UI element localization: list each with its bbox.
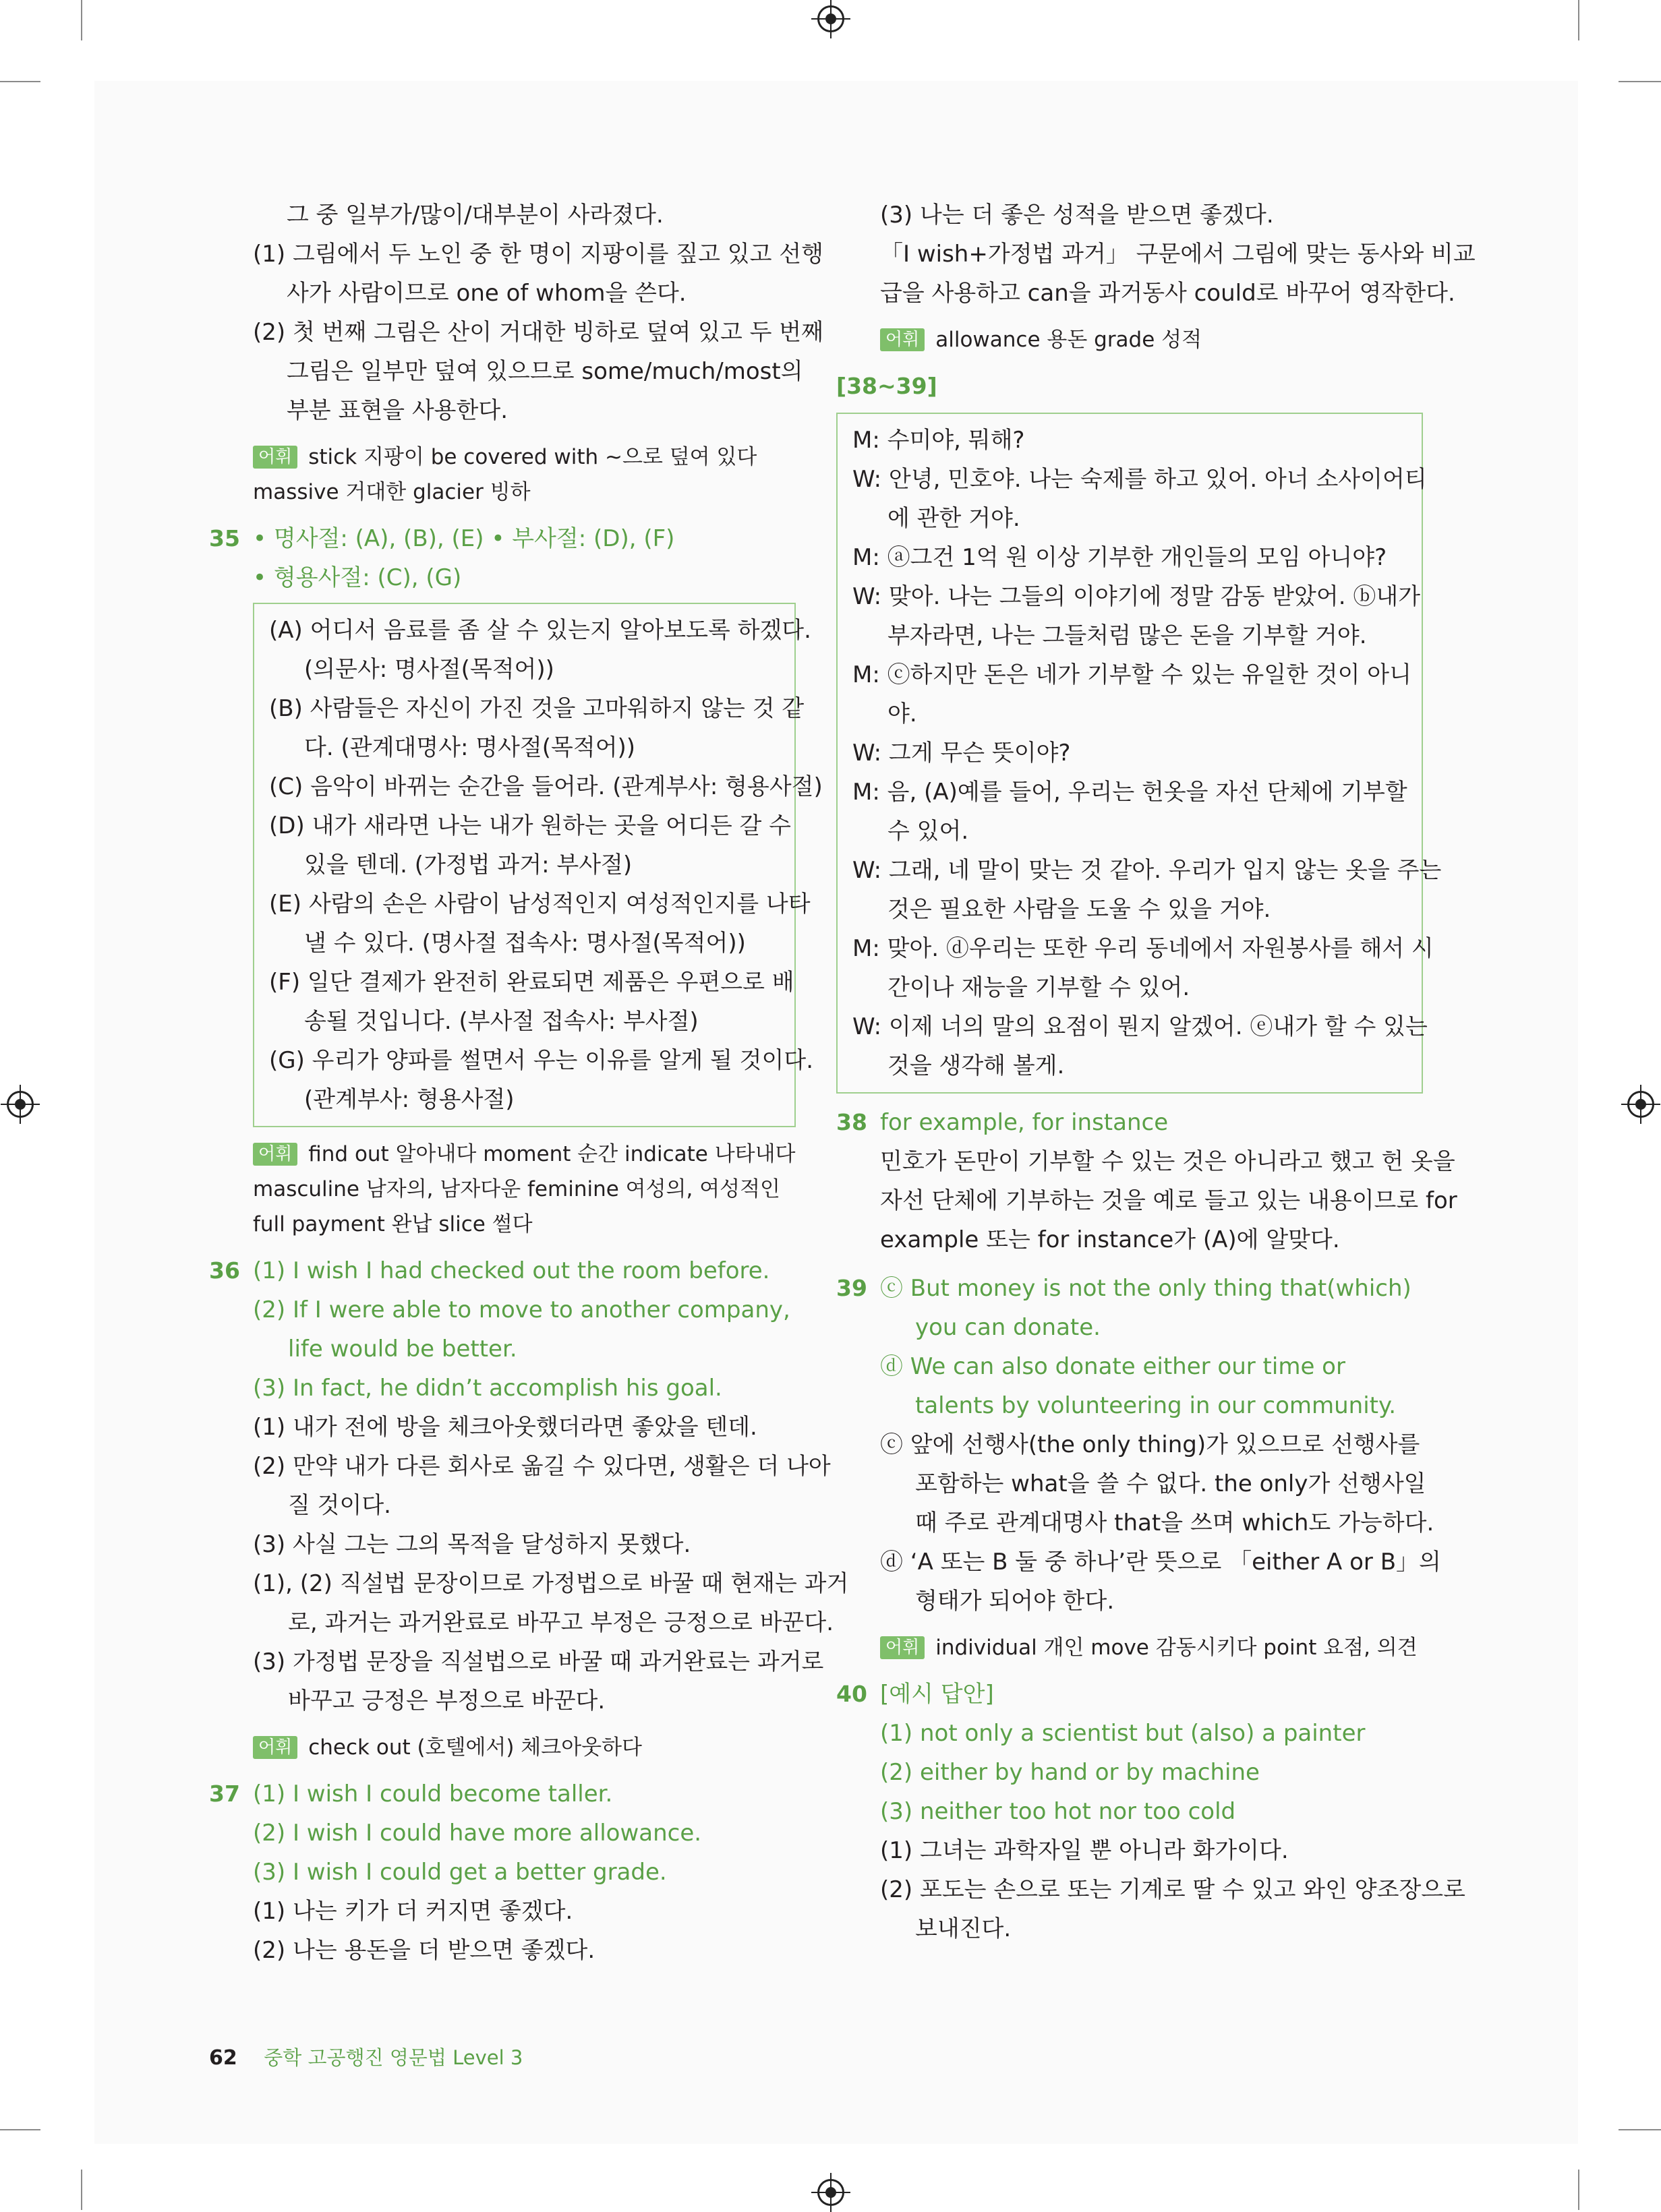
expl-line: ⓒ 앞에 선행사(the only thing)가 있으므로 선행사를 bbox=[880, 1431, 1420, 1458]
question-number: 37 bbox=[209, 1781, 240, 1807]
text-line: 급을 사용하고 can을 과거동사 could로 바꾸어 영작한다. bbox=[880, 280, 1455, 307]
dialog-line: 에 관한 거야. bbox=[887, 505, 1020, 532]
expl-line: 보내진다. bbox=[915, 1915, 1012, 1942]
question-number: 36 bbox=[209, 1257, 240, 1284]
crop-mark bbox=[81, 2170, 82, 2210]
dialog-line: W: 이제 너의 말의 요점이 뭔지 알겠어. ⓔ내가 할 수 있는 bbox=[852, 1013, 1428, 1040]
text-line: 「I wish+가정법 과거」 구문에서 그림에 맞는 동사와 비교 bbox=[880, 241, 1476, 268]
translation-box bbox=[253, 603, 823, 1127]
question-number: 40 bbox=[836, 1681, 867, 1707]
answer-line: (2) I wish I could have more allowance. bbox=[253, 1820, 702, 1847]
vocab-line: find out 알아내다 moment 순간 indicate 나타내다 bbox=[308, 1142, 796, 1166]
expl-line: 포함하는 what을 쓸 수 없다. the only가 선행사일 bbox=[915, 1470, 1426, 1497]
text-line: (2) 첫 번째 그림은 산이 거대한 빙하로 덮여 있고 두 번째 bbox=[253, 319, 823, 346]
dialog-line: W: 그게 무슨 뜻이야? bbox=[852, 740, 1071, 767]
vocab-block bbox=[209, 440, 796, 510]
page-number: 62 bbox=[209, 2046, 237, 2070]
box-line: 송될 것입니다. (부사절 접속사: 부사절) bbox=[304, 1008, 699, 1035]
dialog-line: 것을 생각해 볼게. bbox=[887, 1052, 1065, 1079]
answer-line: for example, for instance bbox=[880, 1109, 1169, 1136]
box-line: 있을 텐데. (가정법 과거: 부사절) bbox=[304, 851, 633, 878]
box-line: (G) 우리가 양파를 썰면서 우는 이유를 알게 될 것이다. bbox=[269, 1047, 814, 1074]
dialog-line: M: 수미야, 뭐해? bbox=[852, 427, 1025, 454]
box-line: (B) 사람들은 자신이 가진 것을 고마워하지 않는 것 같 bbox=[269, 695, 805, 722]
answer-line: (1) I wish I had checked out the room before. bbox=[253, 1257, 770, 1284]
dialog-line: M: ⓒ하지만 돈은 네가 기부할 수 있는 유일한 것이 아니 bbox=[852, 661, 1411, 688]
box-line: 다. (관계대명사: 명사절(목적어)) bbox=[304, 734, 636, 761]
page-footer bbox=[209, 2044, 523, 2072]
question-number: 39 bbox=[836, 1275, 867, 1301]
vocab-badge: 어휘 bbox=[880, 1636, 925, 1659]
crop-mark bbox=[0, 81, 40, 82]
vocab-line: individual 개인 move 감동시키다 point 요점, 의견 bbox=[935, 1636, 1418, 1660]
expl-line: 바꾸고 긍정은 부정으로 바꾼다. bbox=[288, 1687, 606, 1714]
expl-line: (3) 가정법 문장을 직설법으로 바꿀 때 과거완료는 과거로 bbox=[253, 1648, 824, 1675]
answer-line: (3) In fact, he didn’t accomplish his goal. bbox=[253, 1375, 722, 1402]
vocab-block bbox=[836, 322, 1423, 357]
crop-mark bbox=[1619, 2129, 1661, 2130]
answer-line: you can donate. bbox=[915, 1314, 1101, 1341]
crop-mark bbox=[1578, 0, 1579, 40]
box-line: (C) 음악이 바뀌는 순간을 들어라. (관계부사: 형용사절) bbox=[269, 773, 823, 800]
answer-line: (3) neither too hot nor too cold bbox=[880, 1798, 1236, 1825]
crop-mark bbox=[81, 0, 82, 40]
answer-line: ⓒ But money is not the only thing that(which) bbox=[880, 1275, 1411, 1302]
box-line: (F) 일단 결제가 완전히 완료되면 제품은 우편으로 배 bbox=[269, 969, 794, 996]
dialog-line: 수 있어. bbox=[887, 818, 969, 845]
dialog-line: 것은 필요한 사람을 도울 수 있을 거야. bbox=[887, 896, 1271, 923]
expl-line: ⓓ ‘A 또는 B 둘 중 하나’란 뜻으로 「either A or B」의 bbox=[880, 1549, 1441, 1576]
dialog-line: 야. bbox=[887, 700, 917, 727]
left-column bbox=[209, 196, 849, 1970]
text-line: 그 중 일부가/많이/대부분이 사라졌다. bbox=[287, 202, 664, 229]
dialog-line: 간이나 재능을 기부할 수 있어. bbox=[887, 974, 1190, 1001]
crop-mark bbox=[1619, 81, 1661, 82]
registration-mark-icon bbox=[1627, 1091, 1654, 1118]
dialog-line: M: 맞아. ⓓ우리는 또한 우리 동네에서 자원봉사를 해서 시 bbox=[852, 935, 1434, 962]
answer-line: (2) either by hand or by machine bbox=[880, 1759, 1260, 1786]
registration-mark-icon bbox=[7, 1091, 34, 1118]
question-35 bbox=[209, 519, 796, 597]
expl-line: 민호가 돈만이 기부할 수 있는 것은 아니라고 했고 헌 옷을 bbox=[880, 1148, 1455, 1175]
dialog-line: M: ⓐ그건 1억 원 이상 기부한 개인들의 모임 아니야? bbox=[852, 544, 1387, 571]
expl-line: 형태가 되어야 한다. bbox=[915, 1588, 1115, 1615]
crop-mark bbox=[1578, 2170, 1579, 2210]
expl-line: 질 것이다. bbox=[288, 1492, 391, 1519]
text-line: 그림은 일부만 덮여 있으므로 some/much/most의 bbox=[287, 358, 803, 385]
answer-line: (1) not only a scientist but (also) a painter bbox=[880, 1720, 1366, 1747]
vocab-line: check out (호텔에서) 체크아웃하다 bbox=[308, 1735, 642, 1760]
dialog-line: W: 그래, 네 말이 맞는 것 같아. 우리가 입지 않는 옷을 주는 bbox=[852, 857, 1442, 884]
vocab-block bbox=[880, 1630, 1423, 1665]
text-line: (3) 나는 더 좋은 성적을 받으면 좋겠다. bbox=[880, 202, 1274, 229]
vocab-line: stick 지팡이 be covered with ~으로 덮여 있다 bbox=[308, 445, 757, 469]
box-line: 낼 수 있다. (명사절 접속사: 명사절(목적어)) bbox=[304, 930, 746, 957]
answer-line: ⓓ We can also donate either our time or bbox=[880, 1353, 1345, 1380]
vocab-line: allowance 용돈 grade 성적 bbox=[935, 328, 1202, 352]
expl-line: (3) 사실 그는 그의 목적을 달성하지 못했다. bbox=[253, 1531, 691, 1558]
question-number: 35 bbox=[209, 525, 240, 551]
book-title: 중학 고공행진 영문법 Level 3 bbox=[264, 2046, 523, 2069]
expl-line: (2) 포도는 손으로 또는 기계로 딸 수 있고 와인 양조장으로 bbox=[880, 1876, 1465, 1903]
vocab-line: masculine 남자의, 남자다운 feminine 여성의, 여성적인 bbox=[253, 1177, 780, 1201]
box-line: (관계부사: 형용사절) bbox=[304, 1086, 515, 1113]
expl-line: (2) 나는 용돈을 더 받으면 좋겠다. bbox=[253, 1937, 595, 1964]
text-line: (1) 그림에서 두 노인 중 한 명이 지팡이를 짚고 있고 선행 bbox=[253, 241, 823, 268]
expl-line: 때 주로 관계대명사 that을 쓰며 which도 가능하다. bbox=[915, 1509, 1434, 1536]
question-36 bbox=[209, 1251, 849, 1765]
box-line: (의문사: 명사절(목적어)) bbox=[304, 656, 554, 683]
expl-line: 자선 단체에 기부하는 것을 예로 들고 있는 내용이므로 for bbox=[880, 1187, 1457, 1214]
question-37 bbox=[209, 1774, 796, 1970]
dialog-line: M: 음, (A)예를 들어, 우리는 헌옷을 자선 단체에 기부할 bbox=[852, 779, 1407, 806]
answer-line: life would be better. bbox=[288, 1336, 517, 1363]
dialog-line: W: 맞아. 나는 그들의 이야기에 정말 감동 받았어. ⓑ내가 bbox=[852, 583, 1421, 610]
answer-line: • 명사절: (A), (B), (E) • 부사절: (D), (F) bbox=[253, 525, 675, 552]
dialog-box bbox=[836, 413, 1442, 1094]
registration-mark-icon bbox=[817, 2179, 844, 2206]
expl-line: example 또는 for instance가 (A)에 알맞다. bbox=[880, 1226, 1340, 1253]
vocab-line: massive 거대한 glacier 빙하 bbox=[253, 480, 531, 504]
question-40 bbox=[836, 1675, 1465, 1948]
answer-line: (1) I wish I could become taller. bbox=[253, 1781, 613, 1807]
box-line: (E) 사람의 손은 사람이 남성적인지 여성적인지를 나타 bbox=[269, 891, 811, 918]
answer-line: [예시 답안] bbox=[880, 1681, 994, 1708]
text-line: 사가 사람이므로 one of whom을 쓴다. bbox=[287, 280, 687, 307]
question-39 bbox=[836, 1269, 1441, 1665]
answer-line: (3) I wish I could get a better grade. bbox=[253, 1859, 667, 1886]
expl-line: (1) 내가 전에 방을 체크아웃했더라면 좋았을 텐데. bbox=[253, 1414, 757, 1441]
box-line: (A) 어디서 음료를 좀 살 수 있는지 알아보도록 하겠다. bbox=[269, 617, 811, 644]
expl-line: (1), (2) 직설법 문장이므로 가정법으로 바꿀 때 현재는 과거 bbox=[253, 1570, 849, 1597]
answer-line: (2) If I were able to move to another company, bbox=[253, 1296, 790, 1323]
answer-line: talents by volunteering in our community. bbox=[915, 1392, 1397, 1419]
expl-line: (1) 나는 키가 더 커지면 좋겠다. bbox=[253, 1898, 573, 1925]
vocab-badge: 어휘 bbox=[253, 446, 297, 469]
box-line: (D) 내가 새라면 나는 내가 원하는 곳을 어디든 갈 수 bbox=[269, 812, 792, 839]
vocab-block bbox=[253, 1730, 796, 1765]
expl-line: (2) 만약 내가 다른 회사로 옮길 수 있다면, 생활은 더 나아 bbox=[253, 1453, 831, 1480]
dialog-line: 부자라면, 나는 그들처럼 많은 돈을 기부할 거야. bbox=[887, 622, 1367, 649]
dialog-line: W: 안녕, 민호야. 나는 숙제를 하고 있어. 아너 소사이어티 bbox=[852, 466, 1427, 493]
expl-line: (1) 그녀는 과학자일 뿐 아니라 화가이다. bbox=[880, 1837, 1289, 1864]
registration-mark-icon bbox=[817, 5, 844, 32]
crop-mark bbox=[0, 2129, 40, 2130]
vocab-line: full payment 완납 slice 썰다 bbox=[253, 1212, 533, 1236]
vocab-badge: 어휘 bbox=[880, 328, 925, 351]
text-line: 부분 표현을 사용한다. bbox=[287, 397, 508, 424]
vocab-badge: 어휘 bbox=[253, 1736, 297, 1759]
vocab-badge: 어휘 bbox=[253, 1143, 297, 1166]
expl-line: 로, 과거는 과거완료로 바꾸고 부정은 긍정으로 바꾼다. bbox=[288, 1609, 834, 1636]
section-label: [38~39] bbox=[836, 373, 937, 399]
answer-line: • 형용사절: (C), (G) bbox=[253, 564, 462, 591]
vocab-block bbox=[209, 1137, 796, 1242]
question-38 bbox=[836, 1103, 1457, 1259]
right-column bbox=[836, 196, 1476, 1948]
question-number: 38 bbox=[836, 1109, 867, 1135]
